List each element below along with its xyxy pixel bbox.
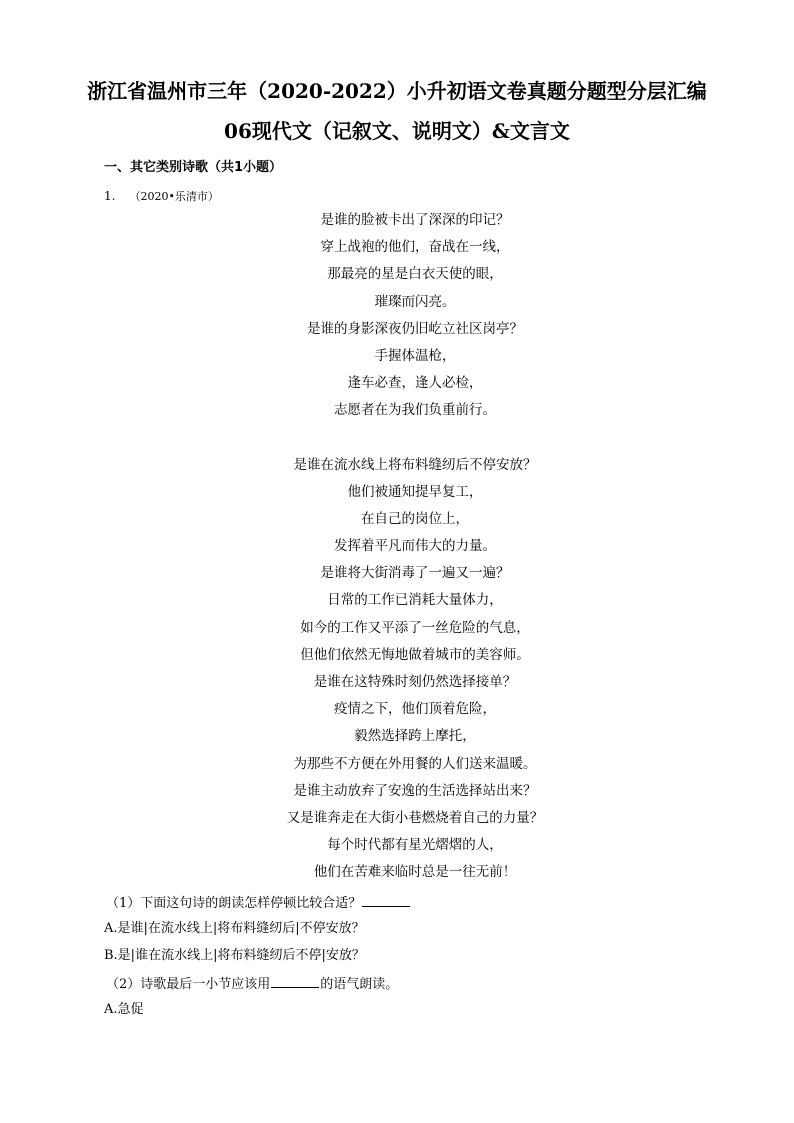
question-number: 1. — [104, 189, 116, 203]
poem-line: 是谁在流水线上将布料缝纫后不停安放？ — [293, 456, 537, 473]
document-title-line2: 06现代文（记叙文、说明文）&文言文 — [224, 119, 570, 143]
sub-question-1-text: （1）下面这句诗的朗读怎样停顿比较合适？ — [106, 896, 362, 911]
question-source: （2020•乐清市） — [129, 190, 219, 203]
poem-line: 又是谁奔走在大街小巷燃烧着自己的力量？ — [286, 809, 544, 826]
sub-question-1-option-a: A.是谁|在流水线上|将布料缝纫后|不停安放？ — [104, 921, 365, 936]
sub-question-2-text-before: （2）诗歌最后一小节应该用 — [106, 977, 271, 992]
poem-line: 那最亮的星是白衣天使的眼， — [327, 266, 503, 283]
sub-question-1-option-b: B.是|谁在流水线上|将布料缝纫后不停|安放？ — [104, 948, 365, 963]
poem-line: 毅然选择跨上摩托， — [354, 728, 476, 745]
poem-line: 志愿者在为我们负重前行。 — [334, 402, 496, 419]
poem-line: 是谁主动放弃了安逸的生活选择站出来？ — [293, 782, 537, 799]
question-header — [104, 187, 219, 206]
poem-line: 是谁在这特殊时刻仍然选择接单？ — [313, 674, 517, 690]
poem-line: 璀璨而闪亮。 — [374, 293, 456, 310]
poem-line: 发挥着平凡而伟大的力量。 — [334, 538, 496, 555]
poem-line: 日常的工作已消耗大量体力， — [327, 592, 503, 609]
poem-line: 是谁的脸被卡出了深深的印记？ — [320, 212, 510, 228]
poem-line: 他们被通知提早复工， — [347, 483, 483, 500]
poem-line: 为那些不方便在外用餐的人们送来温暖。 — [293, 755, 537, 772]
answer-blank-2[interactable] — [271, 973, 319, 988]
poem-line: 在自己的岗位上， — [361, 510, 469, 527]
sub-question-2-text-after: 的语气朗读。 — [320, 977, 399, 992]
sub-question-2-option-a: A.急促 — [104, 1002, 144, 1017]
poem-line: 如今的工作又平添了一丝危险的气息， — [300, 619, 530, 636]
poem-line: 疫情之下，他们顶着危险， — [334, 701, 496, 718]
sub-question-1 — [106, 892, 411, 914]
poem-line: 每个时代都有星光熠熠的人， — [327, 837, 503, 854]
poem-line: 手握体温枪， — [374, 347, 456, 364]
poem-line: 但他们依然无悔地做着城市的美容师。 — [300, 646, 530, 663]
poem-line: 逢车必查，逢人必检， — [347, 375, 483, 392]
document-title-line1: 浙江省温州市三年（2020-2022）小升初语文卷真题分题型分层汇编 — [87, 79, 707, 103]
poem-line: 是谁将大街消毒了一遍又一遍？ — [320, 565, 510, 582]
poem-line: 穿上战袍的他们，奋战在一线， — [320, 239, 510, 256]
stanza-gap — [0, 425, 794, 452]
poem-line: 他们在苦难来临时总是一往无前！ — [313, 864, 517, 881]
poem-line: 是谁的身影深夜仍旧屹立社区岗亭？ — [307, 320, 523, 337]
answer-blank-1[interactable] — [362, 892, 410, 907]
sub-question-2 — [106, 973, 398, 995]
section-heading: 一、其它类别诗歌（共1小题） — [104, 160, 283, 175]
poem — [0, 207, 794, 887]
